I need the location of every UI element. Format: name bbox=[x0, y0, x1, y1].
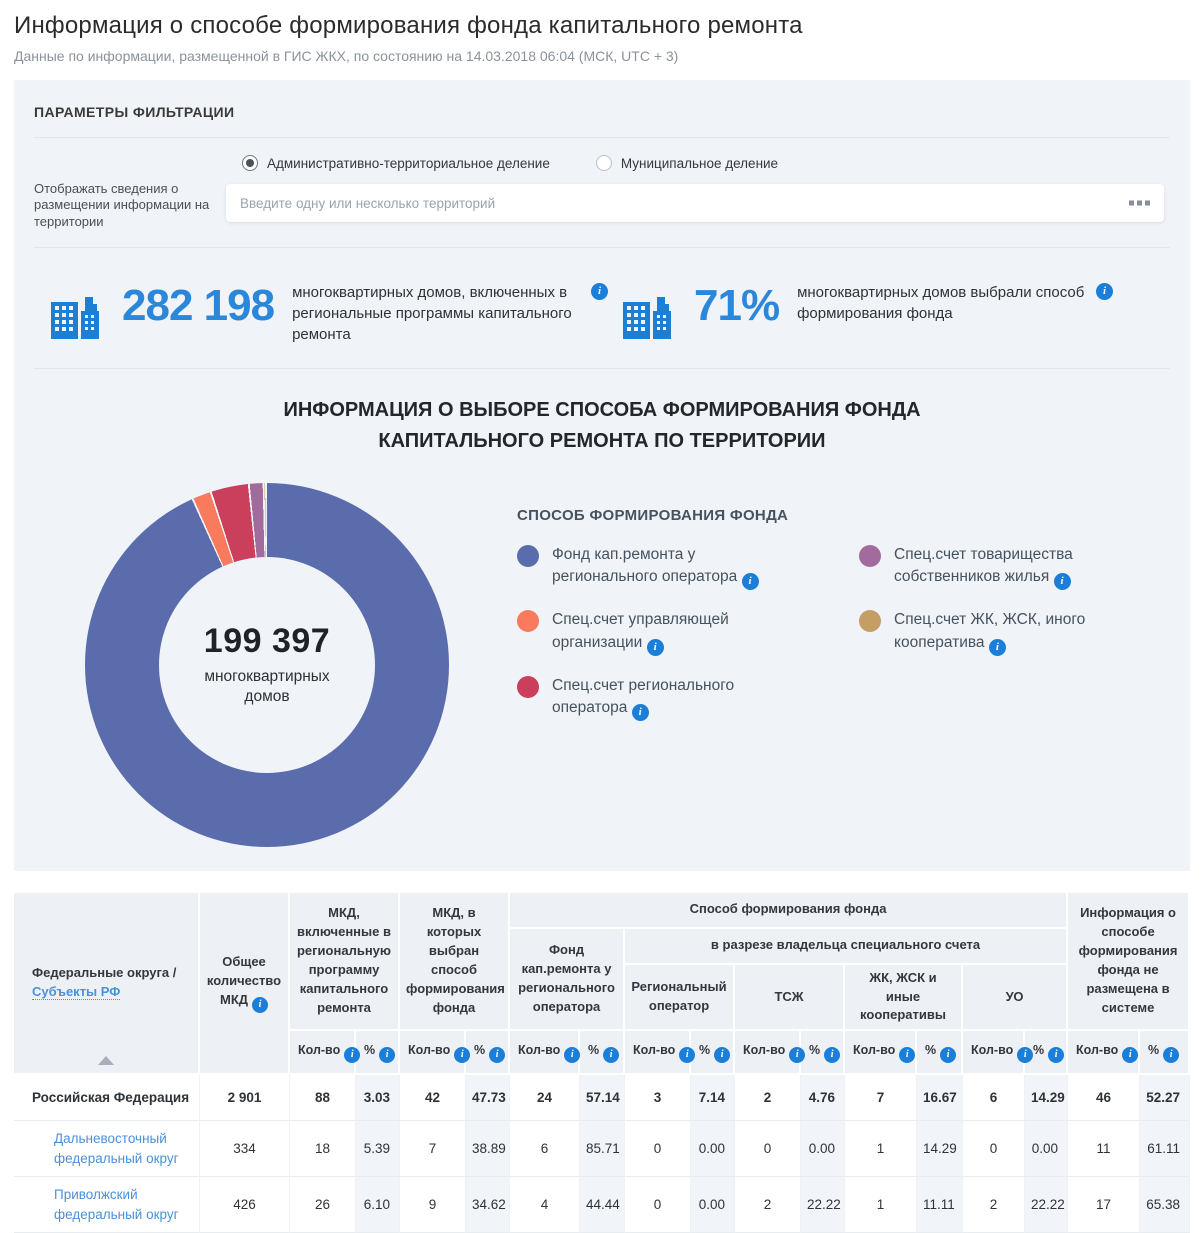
info-icon[interactable] bbox=[564, 1047, 580, 1063]
column-count-header: Кол-воi bbox=[963, 1031, 1025, 1075]
info-icon[interactable] bbox=[603, 1047, 619, 1063]
stat-chosen-percent bbox=[620, 279, 1113, 345]
info-icon[interactable] bbox=[714, 1047, 730, 1063]
column-percent-header: %i bbox=[466, 1031, 510, 1075]
column-count-header: Кол-воi bbox=[1068, 1031, 1140, 1075]
radio-municipal-division[interactable]: Муниципальное деление bbox=[596, 155, 778, 171]
column-header-method-group: Способ формирования фонда bbox=[510, 893, 1068, 929]
column-count-header: Кол-воi bbox=[510, 1031, 580, 1075]
count-cell: 42 bbox=[400, 1075, 466, 1121]
donut-center-value: 199 397 bbox=[203, 622, 331, 661]
column-percent-header: %i bbox=[356, 1031, 400, 1075]
territory-filter-label: Отображать сведения о размещении информации на территории bbox=[34, 181, 210, 229]
info-icon[interactable] bbox=[379, 1047, 395, 1063]
percent-cell: 14.29 bbox=[917, 1121, 963, 1177]
count-cell: 0 bbox=[625, 1177, 691, 1233]
percent-cell: 5.39 bbox=[356, 1121, 400, 1177]
stat-value: 71% bbox=[694, 280, 780, 330]
percent-cell: 22.22 bbox=[1025, 1177, 1068, 1233]
count-cell: 26 bbox=[290, 1177, 356, 1233]
percent-cell: 38.89 bbox=[466, 1121, 510, 1177]
stat-description: многоквартирных домов, включенных в региональные программы капитального ремонта i bbox=[292, 282, 608, 345]
region-label: Российская Федерация bbox=[32, 1089, 190, 1105]
count-cell: 7 bbox=[400, 1121, 466, 1177]
info-icon[interactable] bbox=[252, 997, 268, 1013]
column-header-regional-operator: Региональный оператор bbox=[625, 965, 735, 1032]
territory-search-input[interactable] bbox=[226, 184, 1164, 222]
info-icon[interactable] bbox=[1054, 573, 1071, 590]
percent-cell: 0.00 bbox=[691, 1177, 735, 1233]
column-header-uo: УО bbox=[963, 965, 1068, 1032]
info-icon[interactable] bbox=[344, 1047, 360, 1063]
divider bbox=[34, 247, 1170, 248]
legend-dot bbox=[859, 610, 881, 632]
percent-cell: 65.38 bbox=[1140, 1177, 1190, 1233]
chart-title: ИНФОРМАЦИЯ О ВЫБОРЕ СПОСОБА ФОРМИРОВАНИЯ ФОНДА КАПИТАЛЬНОГО РЕМОНТА ПО ТЕРРИТОРИИ bbox=[283, 398, 921, 452]
info-icon[interactable] bbox=[940, 1047, 956, 1063]
percent-cell: 16.67 bbox=[917, 1075, 963, 1121]
column-header-total-mkd: Общее количество МКДi bbox=[200, 893, 290, 1076]
column-count-header: Кол-воi bbox=[735, 1031, 801, 1075]
division-radio-group bbox=[242, 155, 1164, 171]
column-header-chosen: МКД, в которых выбран способ формирования фонда bbox=[400, 893, 510, 1032]
info-icon[interactable] bbox=[1017, 1047, 1033, 1063]
column-count-header: Кол-воi bbox=[290, 1031, 356, 1075]
column-header-regions: Федеральные округа / Субъекты РФ bbox=[14, 893, 200, 1076]
column-count-header: Кол-воi bbox=[400, 1031, 466, 1075]
column-percent-header: %i bbox=[691, 1031, 735, 1075]
donut-center bbox=[159, 557, 375, 773]
divider bbox=[34, 368, 1170, 369]
legend-item: Спец.счет ЖК, ЖСК, иного кооператива i bbox=[859, 609, 1199, 655]
legend-dot bbox=[517, 610, 539, 632]
count-cell: 18 bbox=[290, 1121, 356, 1177]
info-icon[interactable] bbox=[824, 1047, 840, 1063]
percent-cell: 0.00 bbox=[1025, 1121, 1068, 1177]
subjects-rf-link[interactable]: Субъекты РФ bbox=[32, 984, 121, 1000]
count-cell: 11 bbox=[1068, 1121, 1140, 1177]
donut-center-label: многоквартирных домов bbox=[204, 668, 330, 706]
count-cell: 1 bbox=[845, 1121, 917, 1177]
info-icon[interactable] bbox=[989, 639, 1006, 656]
region-name-cell bbox=[14, 1177, 200, 1233]
column-header-regional-fund: Фонд кап.ремонта у регионального оператора bbox=[510, 929, 625, 1032]
percent-cell: 57.14 bbox=[580, 1075, 625, 1121]
percent-cell: 47.73 bbox=[466, 1075, 510, 1121]
legend-title: СПОСОБ ФОРМИРОВАНИЯ ФОНДА bbox=[517, 506, 789, 524]
legend-dot bbox=[859, 545, 881, 567]
info-icon[interactable] bbox=[647, 639, 664, 656]
percent-cell: 6.10 bbox=[356, 1177, 400, 1233]
legend-item: Спец.счет регионального оператора i bbox=[517, 675, 857, 721]
percent-cell: 85.71 bbox=[580, 1121, 625, 1177]
info-icon[interactable] bbox=[1163, 1047, 1179, 1063]
percent-cell: 11.11 bbox=[917, 1177, 963, 1233]
percent-cell: 0.00 bbox=[801, 1121, 845, 1177]
percent-cell: 34.62 bbox=[466, 1177, 510, 1233]
legend-item: Спец.счет товарищества собственников жилья i bbox=[859, 544, 1199, 590]
percent-cell: 44.44 bbox=[580, 1177, 625, 1233]
territory-more-button[interactable] bbox=[1125, 195, 1154, 212]
total-mkd-cell: 2 901 bbox=[200, 1075, 290, 1121]
count-cell: 6 bbox=[510, 1121, 580, 1177]
legend-dot bbox=[517, 545, 539, 567]
info-icon[interactable] bbox=[1048, 1047, 1064, 1063]
column-percent-header: %i bbox=[1025, 1031, 1068, 1075]
column-header-coop: ЖК, ЖСК и иные кооперативы bbox=[845, 965, 963, 1032]
total-mkd-cell: 334 bbox=[200, 1121, 290, 1177]
region-link[interactable]: Приволжский федеральный округ bbox=[54, 1186, 179, 1222]
info-icon[interactable] bbox=[679, 1047, 695, 1063]
regions-data-table bbox=[14, 893, 1190, 1233]
count-cell: 24 bbox=[510, 1075, 580, 1121]
column-count-header: Кол-воi bbox=[625, 1031, 691, 1075]
donut-chart bbox=[85, 483, 449, 847]
count-cell: 17 bbox=[1068, 1177, 1140, 1233]
count-cell: 9 bbox=[400, 1177, 466, 1233]
count-cell: 0 bbox=[963, 1121, 1025, 1177]
stat-total-houses bbox=[34, 279, 620, 345]
count-cell: 3 bbox=[625, 1075, 691, 1121]
info-icon[interactable] bbox=[1122, 1047, 1138, 1063]
count-cell: 2 bbox=[963, 1177, 1025, 1233]
count-cell: 0 bbox=[625, 1121, 691, 1177]
count-cell: 6 bbox=[963, 1075, 1025, 1121]
count-cell: 88 bbox=[290, 1075, 356, 1121]
fund-method-chart bbox=[34, 483, 1170, 847]
percent-cell: 3.03 bbox=[356, 1075, 400, 1121]
column-percent-header: %i bbox=[1140, 1031, 1190, 1075]
count-cell: 0 bbox=[735, 1121, 801, 1177]
region-name-cell bbox=[14, 1121, 200, 1177]
percent-cell: 22.22 bbox=[801, 1177, 845, 1233]
stat-value: 282 198 bbox=[122, 280, 275, 330]
info-icon[interactable] bbox=[454, 1047, 470, 1063]
count-cell: 2 bbox=[735, 1075, 801, 1121]
buildings-icon bbox=[620, 287, 674, 341]
table-body bbox=[14, 1075, 1190, 1233]
total-mkd-cell: 426 bbox=[200, 1177, 290, 1233]
summary-stats bbox=[34, 265, 1170, 351]
chart-legend bbox=[517, 483, 1199, 847]
info-icon[interactable] bbox=[899, 1047, 915, 1063]
column-header-no-info: Информация о способе формирования фонда не размещена в системе bbox=[1068, 893, 1190, 1032]
count-cell: 1 bbox=[845, 1177, 917, 1233]
count-cell: 4 bbox=[510, 1177, 580, 1233]
count-cell: 2 bbox=[735, 1177, 801, 1233]
radio-administrative-division[interactable]: Административно-территориальное деление bbox=[242, 155, 550, 171]
info-icon[interactable] bbox=[742, 573, 759, 590]
count-cell: 46 bbox=[1068, 1075, 1140, 1121]
percent-cell: 52.27 bbox=[1140, 1075, 1190, 1121]
radio-selected-icon[interactable] bbox=[242, 155, 258, 171]
dashboard-panel bbox=[14, 80, 1190, 871]
legend-dot bbox=[517, 676, 539, 698]
region-name-cell bbox=[14, 1075, 200, 1121]
buildings-icon bbox=[48, 287, 102, 341]
info-icon[interactable] bbox=[489, 1047, 505, 1063]
count-cell: 7 bbox=[845, 1075, 917, 1121]
column-percent-header: %i bbox=[580, 1031, 625, 1075]
column-header-included: МКД, включенные в региональную программу капитального ремонта bbox=[290, 893, 400, 1032]
region-link[interactable]: Дальневосточный федеральный округ bbox=[54, 1130, 179, 1166]
info-icon[interactable] bbox=[789, 1047, 805, 1063]
column-header-special-account-owner: в разрезе владельца специального счета bbox=[625, 929, 1068, 965]
info-icon[interactable] bbox=[632, 704, 649, 721]
page-subtitle: Данные по информации, размещенной в ГИС ЖКХ, по состоянию на 14.03.2018 06:04 (МСК, UTC + 3) bbox=[14, 48, 679, 64]
legend-item: Спец.счет управляющей организации i bbox=[517, 609, 857, 655]
percent-cell: 4.76 bbox=[801, 1075, 845, 1121]
percent-cell: 14.29 bbox=[1025, 1075, 1068, 1121]
stat-description: многоквартирных домов выбрали способ формирования фонда i bbox=[797, 282, 1113, 324]
page-title: Информация о способе формирования фонда капитального ремонта bbox=[14, 12, 803, 39]
percent-cell: 0.00 bbox=[691, 1121, 735, 1177]
table-row bbox=[14, 1177, 1190, 1233]
divider bbox=[34, 137, 1170, 138]
filter-section-title: ПАРАМЕТРЫ ФИЛЬТРАЦИИ bbox=[34, 104, 235, 120]
percent-cell: 7.14 bbox=[691, 1075, 735, 1121]
column-header-tsj: ТСЖ bbox=[735, 965, 845, 1032]
sort-asc-icon[interactable] bbox=[98, 1056, 114, 1065]
column-percent-header: %i bbox=[917, 1031, 963, 1075]
column-count-header: Кол-воi bbox=[845, 1031, 917, 1075]
table-row bbox=[14, 1075, 1190, 1121]
radio-unselected-icon[interactable] bbox=[596, 155, 612, 171]
territory-filter bbox=[34, 155, 1170, 230]
info-icon[interactable] bbox=[1096, 283, 1113, 300]
percent-cell: 61.11 bbox=[1140, 1121, 1190, 1177]
ellipsis-icon bbox=[1129, 201, 1134, 206]
info-icon[interactable] bbox=[591, 283, 608, 300]
column-percent-header: %i bbox=[801, 1031, 845, 1075]
legend-item: Фонд кап.ремонта у регионального оператора i bbox=[517, 544, 857, 590]
table-row bbox=[14, 1121, 1190, 1177]
